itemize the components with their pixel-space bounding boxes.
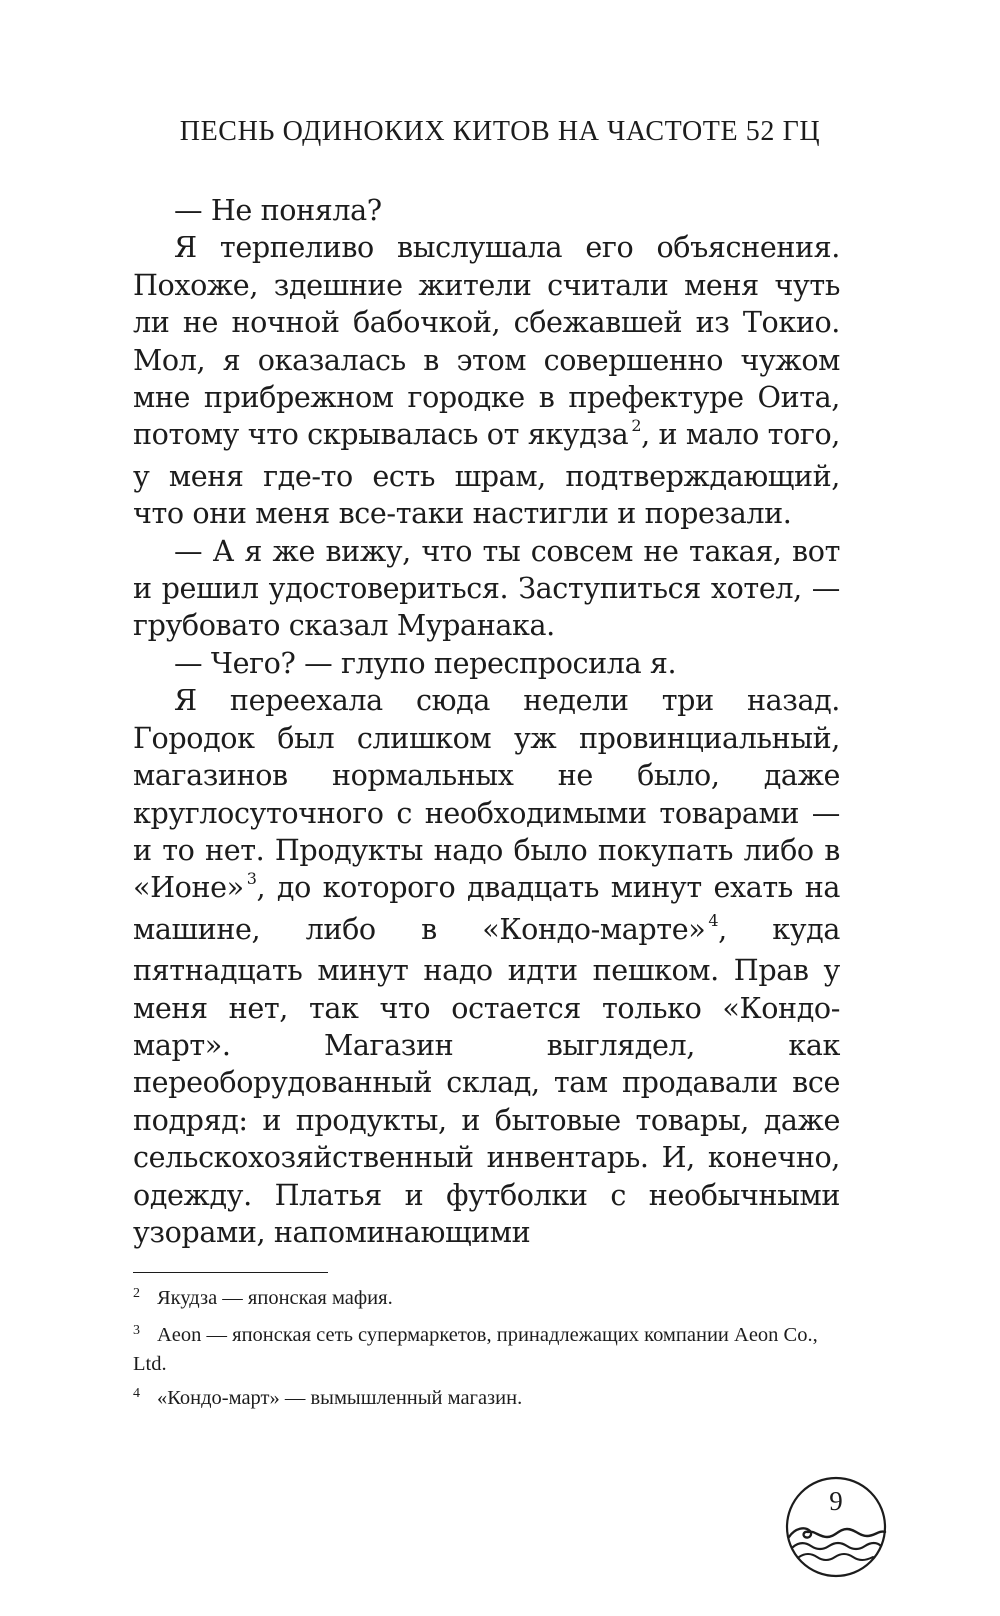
- paragraph-5-text-c: , куда пятнадцать минут надо идти пешком. Прав у меня нет, так что остается только «Кондо-март». Магазин выглядел, как переоборудованный склад, там продавали все подряд: и продукты, и бытовые товары, даже сельскохозяйственный инвентарь. И, конечно, одежду. Платья и футболки с необычными узорами, напоминающими: [133, 911, 840, 1249]
- running-title: ПЕСНЬ ОДИНОКИХ КИТОВ НА ЧАСТОТЕ 52 ГЦ: [179, 116, 821, 147]
- paragraph-4: [133, 645, 840, 682]
- footnote-2: [133, 1285, 840, 1314]
- paragraph-5-text-a: Я переехала сюда недели три назад. Городок был слишком уж провинциальный, магазинов нормальных не было, даже круглосуточного с необходимыми товарами — и то нет. Продукты надо было покупать либо в «Ионе»: [133, 683, 840, 905]
- main-text: [133, 192, 840, 1251]
- paragraph-2-text-b: , и мало того, у меня где-то есть шрам, подтверждающий, что они меня все-таки настигли и порезали.: [133, 417, 840, 531]
- page-number-badge: [783, 1474, 889, 1580]
- footnotes: [133, 1285, 840, 1422]
- footnote-divider: [133, 1272, 328, 1273]
- paragraph-5-text-b: , до которого двадцать минут ехать на машине, либо в «Кондо-марте»: [133, 870, 840, 946]
- paragraph-3: [133, 533, 840, 645]
- footnote-text: Якудза — японская мафия.: [157, 1287, 393, 1309]
- paragraph-5: [133, 682, 840, 1251]
- footnote-ref-2[interactable]: 2: [631, 416, 642, 436]
- footnote-text: «Кондо-март» — вымышленный магазин.: [157, 1387, 523, 1409]
- paragraph-3-text: — А я же вижу, что ты совсем не такая, вот и решил удостовериться. Заступиться хотел, — грубовато сказал Муранака.: [133, 533, 840, 643]
- footnote-ref-4[interactable]: 4: [708, 910, 719, 930]
- paragraph-2-text-a: Я терпеливо выслушала его объяснения. Похоже, здешние жители считали меня чуть ли не ночной бабочкой, сбежавшей из Токио. Мол, я оказалась в этом совершенно чужом мне прибрежном городке в префектуре Оита, потому что скрывалась от якудза: [133, 230, 840, 452]
- footnote-text: Aeon — японская сеть супермаркетов, принадлежащих компании Aeon Co., Ltd.: [133, 1324, 818, 1375]
- paragraph-4-text: — Чего? — глупо переспросила я.: [174, 645, 677, 680]
- paragraph-1-text: — Не поняла?: [174, 193, 382, 227]
- paragraph-2: [133, 229, 840, 532]
- paragraph-1: [133, 192, 840, 229]
- footnote-number: 4: [133, 1386, 140, 1401]
- footnote-ref-3[interactable]: 3: [246, 869, 257, 889]
- footnote-3: [133, 1322, 840, 1377]
- footnote-number: 2: [133, 1286, 140, 1301]
- footnote-4: [133, 1385, 840, 1414]
- footnote-number: 3: [133, 1323, 140, 1338]
- page-number: 9: [829, 1486, 843, 1516]
